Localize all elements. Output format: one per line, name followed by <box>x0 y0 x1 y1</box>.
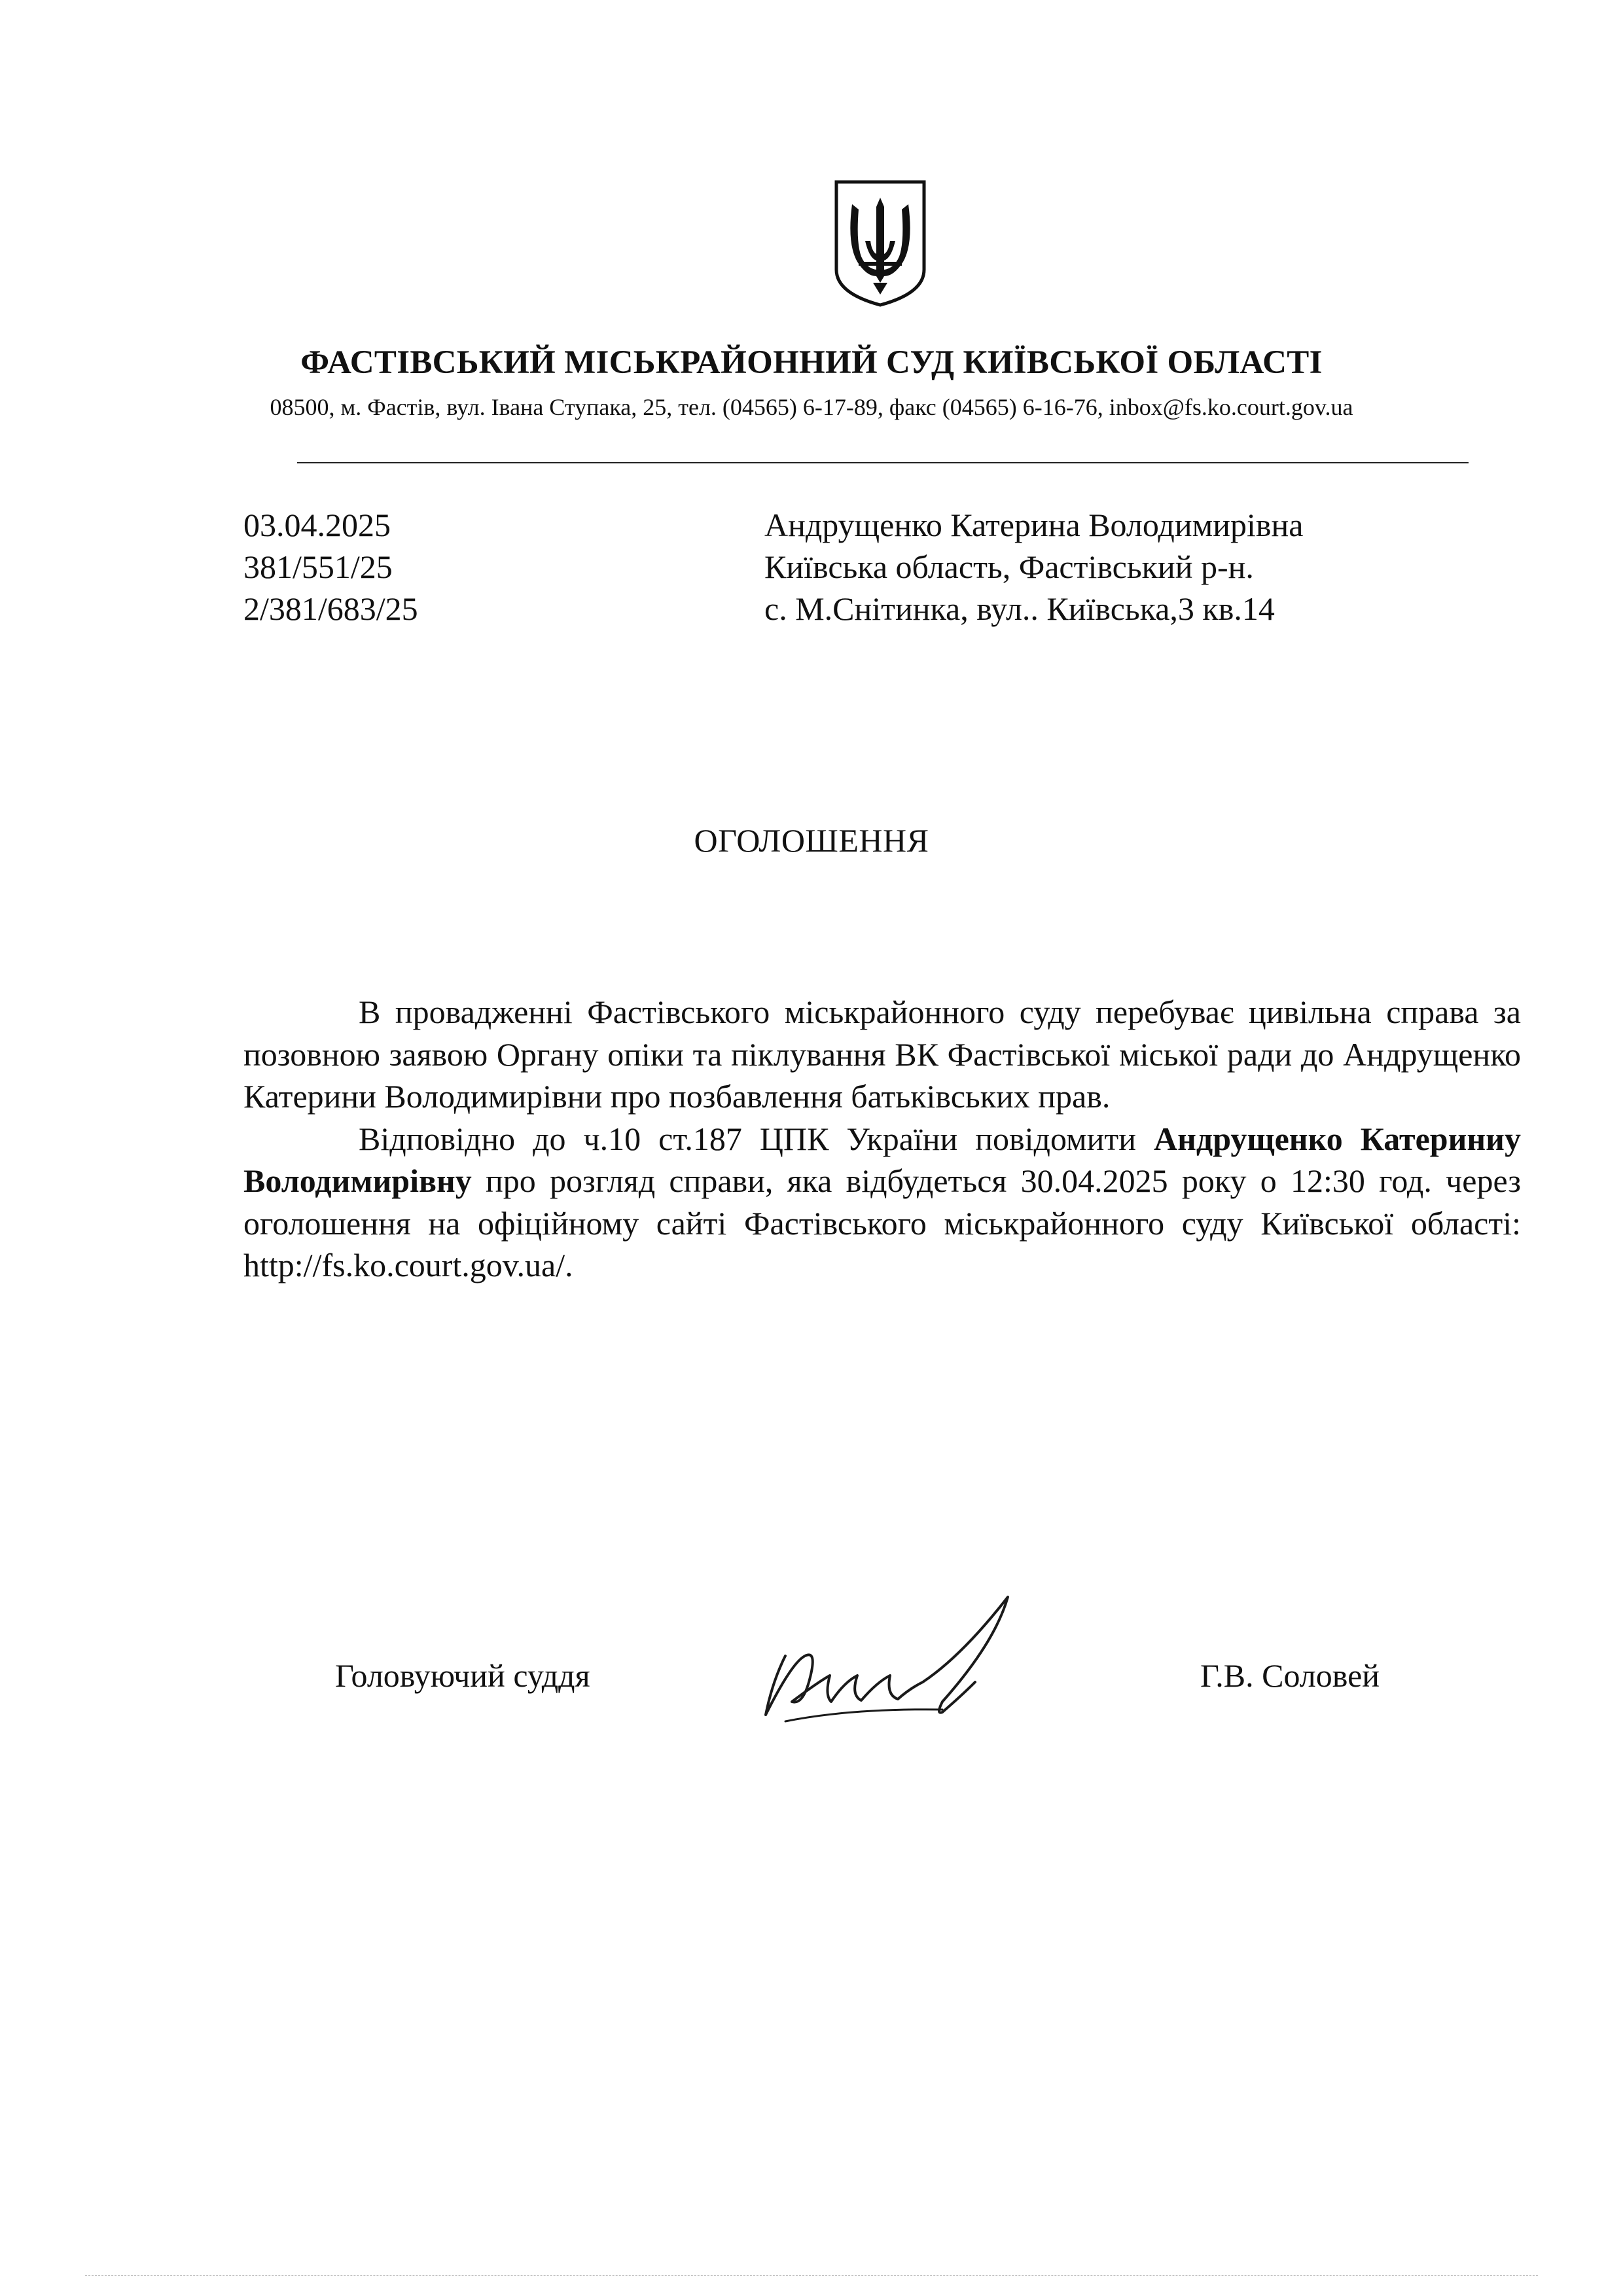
recipient-block <box>764 504 1303 630</box>
recipient-name: Андрущенко Катерина Володимирівна <box>764 507 1304 543</box>
recipient-region: Київська область, Фастівський р-н. <box>764 548 1254 585</box>
body-paragraph-2 <box>243 1118 1521 1287</box>
document-date: 03.04.2025 <box>243 507 391 543</box>
handwritten-signature-icon <box>746 1584 1054 1741</box>
registration-block <box>243 504 418 630</box>
recipient-street: с. М.Снітинка, вул.. Київська,3 кв.14 <box>764 590 1275 627</box>
paragraph-2-end: про розгляд справи, яка відбудеться 30.04.2025 року о 12:30 год. через оголошення на офіційному сайті Фастівського міськрайонного суду Київської області: http://fs.ko.court.gov.ua/. <box>243 1162 1521 1283</box>
document-title: ОГОЛОШЕННЯ <box>694 822 929 859</box>
addressee-name-bold: Андрущенко Катериниу Володимирівну <box>243 1120 1521 1199</box>
court-address: 08500, м. Фастів, вул. Івана Ступака, 25, тел. (04565) 6-17-89, факс (04565) 6-16-76, inbox@fs.ko.court.gov.ua <box>270 394 1353 420</box>
court-name: ФАСТІВСЬКИЙ МІСЬКРАЙОННИЙ СУД КИЇВСЬКОЇ ОБЛАСТІ <box>300 344 1323 381</box>
judge-name: Г.В. Соловей <box>1200 1657 1380 1694</box>
proceeding-number: 2/381/683/25 <box>243 590 418 627</box>
scan-edge-line <box>85 2275 1538 2276</box>
trident-emblem-icon <box>832 178 928 308</box>
header-divider <box>297 462 1469 463</box>
judge-position: Головуючий суддя <box>335 1657 590 1694</box>
case-number: 381/551/25 <box>243 548 393 585</box>
document-body <box>243 991 1521 1287</box>
body-paragraph-1: В провадженні Фастівського міськрайонного суду перебуває цивільна справа за позовною заявою Органу опіки та піклування ВК Фастівської міської ради до Андрущенко Катерини Володимирівни про позбавлення батьківських прав. <box>243 994 1521 1115</box>
paragraph-2-start: Відповідно до ч.10 ст.187 ЦПК України повідомити <box>359 1120 1154 1157</box>
